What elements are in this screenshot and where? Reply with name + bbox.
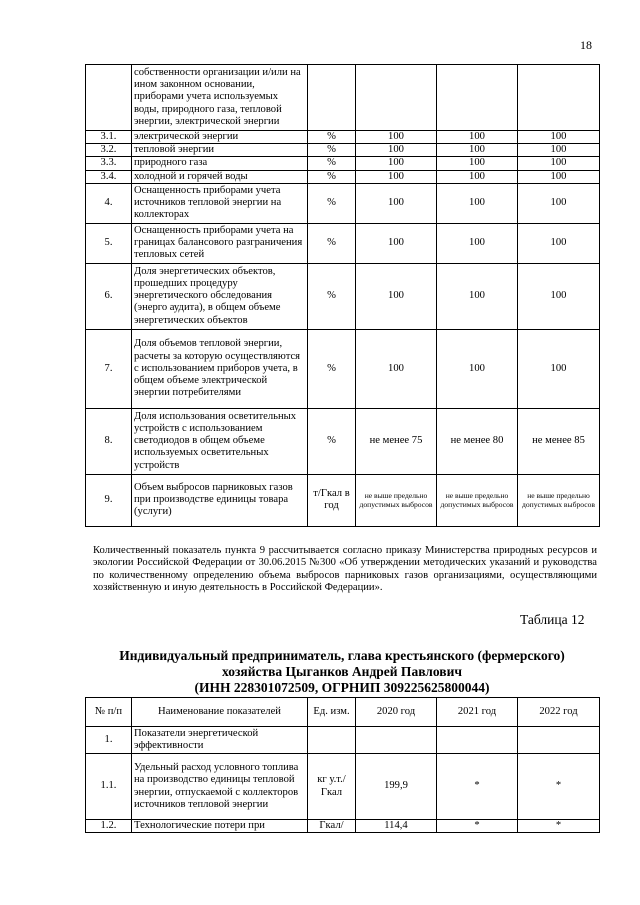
table-row bbox=[86, 329, 600, 408]
row-name: Доля объемов тепловой энергии, расчеты за которую осуществляются с использованием приборов учета, в общем объеме электрической энергии потребителями bbox=[132, 329, 308, 408]
row-unit: % bbox=[308, 408, 356, 474]
header-year-2020: 2020 год bbox=[356, 698, 437, 727]
row-number: 1.2. bbox=[86, 820, 132, 833]
row-name: собственности организации и/или на ином законном основании, приборами учета используемых воды, природного газа, тепловой энергии, электрической энергии bbox=[132, 65, 308, 131]
row-number bbox=[86, 65, 132, 131]
heading-line: (ИНН 228301072509, ОГРНИП 309225625800044) bbox=[194, 680, 490, 695]
row-number: 3.2. bbox=[86, 144, 132, 157]
row-value-2022 bbox=[518, 727, 600, 754]
row-value-2022: 100 bbox=[518, 223, 600, 263]
row-value-2022: 100 bbox=[518, 157, 600, 170]
row-value-2020: 100 bbox=[356, 144, 437, 157]
header-year-2022: 2022 год bbox=[518, 698, 600, 727]
table-row bbox=[86, 727, 600, 754]
row-value-2021: не менее 80 bbox=[437, 408, 518, 474]
row-value-2020: 199,9 bbox=[356, 754, 437, 820]
row-value-2020: не выше предельно допустимых выбросов bbox=[356, 474, 437, 526]
row-name: Доля использования осветительных устройств с использованием светодиодов в общем объеме используемых осветительных устройств bbox=[132, 408, 308, 474]
table-row bbox=[86, 131, 600, 144]
row-value-2022: 100 bbox=[518, 329, 600, 408]
table-row bbox=[86, 157, 600, 170]
row-value-2020: 100 bbox=[356, 263, 437, 329]
row-value-2021: 100 bbox=[437, 329, 518, 408]
row-number: 6. bbox=[86, 263, 132, 329]
row-unit: Гкал/ bbox=[308, 820, 356, 833]
page-number: 18 bbox=[580, 38, 592, 52]
row-unit: % bbox=[308, 170, 356, 183]
row-value-2022: 100 bbox=[518, 183, 600, 223]
row-value-2020 bbox=[356, 65, 437, 131]
section-heading bbox=[85, 648, 599, 696]
row-value-2021: 100 bbox=[437, 131, 518, 144]
row-name: тепловой энергии bbox=[132, 144, 308, 157]
header-year-2021: 2021 год bbox=[437, 698, 518, 727]
table-row bbox=[86, 754, 600, 820]
row-value-2021: 100 bbox=[437, 183, 518, 223]
row-number: 9. bbox=[86, 474, 132, 526]
row-name: Удельный расход условного топлива на производство единицы тепловой энергии, отпускаемой с коллекторов источников тепловой энергии bbox=[132, 754, 308, 820]
row-unit: % bbox=[308, 144, 356, 157]
row-number: 5. bbox=[86, 223, 132, 263]
row-number: 7. bbox=[86, 329, 132, 408]
row-unit: кг у.т./ Гкал bbox=[308, 754, 356, 820]
row-value-2020: 100 bbox=[356, 170, 437, 183]
row-name: Объем выбросов парниковых газов при производстве единицы товара (услуги) bbox=[132, 474, 308, 526]
row-value-2022: * bbox=[518, 820, 600, 833]
row-name: Доля энергетических объектов, прошедших процедуру энергетического обследования (энерго аудита), в общем объеме энергетических объектов bbox=[132, 263, 308, 329]
row-name: природного газа bbox=[132, 157, 308, 170]
row-number: 4. bbox=[86, 183, 132, 223]
row-value-2022: * bbox=[518, 754, 600, 820]
row-value-2020: 100 bbox=[356, 183, 437, 223]
table-row bbox=[86, 474, 600, 526]
row-value-2020: 100 bbox=[356, 223, 437, 263]
row-name: Оснащенность приборами учета на границах балансового разграничения тепловых сетей bbox=[132, 223, 308, 263]
row-value-2022 bbox=[518, 65, 600, 131]
table-row bbox=[86, 408, 600, 474]
row-number: 3.3. bbox=[86, 157, 132, 170]
row-unit bbox=[308, 65, 356, 131]
row-value-2022: 100 bbox=[518, 131, 600, 144]
row-unit bbox=[308, 727, 356, 754]
row-value-2022: 100 bbox=[518, 263, 600, 329]
table-row bbox=[86, 144, 600, 157]
row-number: 3.4. bbox=[86, 170, 132, 183]
table-row bbox=[86, 183, 600, 223]
row-name: Показатели энергетической эффективности bbox=[132, 727, 308, 754]
row-value-2020: 100 bbox=[356, 131, 437, 144]
row-value-2022: 100 bbox=[518, 170, 600, 183]
table-row bbox=[86, 820, 600, 833]
row-value-2022: не выше предельно допустимых выбросов bbox=[518, 474, 600, 526]
row-value-2020: 100 bbox=[356, 329, 437, 408]
indicators-table bbox=[85, 64, 600, 527]
header-unit: Ед. изм. bbox=[308, 698, 356, 727]
row-value-2022: 100 bbox=[518, 144, 600, 157]
row-value-2021: 100 bbox=[437, 263, 518, 329]
row-number: 1.1. bbox=[86, 754, 132, 820]
row-number: 8. bbox=[86, 408, 132, 474]
row-number: 1. bbox=[86, 727, 132, 754]
row-value-2020: 100 bbox=[356, 157, 437, 170]
heading-line: хозяйства Цыганков Андрей Павлович bbox=[222, 664, 462, 679]
row-name: Оснащенность приборами учета источников тепловой энергии на коллекторах bbox=[132, 183, 308, 223]
table-row bbox=[86, 170, 600, 183]
row-value-2021: не выше предельно допустимых выбросов bbox=[437, 474, 518, 526]
heading-line: Индивидуальный предприниматель, глава крестьянского (фермерского) bbox=[119, 648, 565, 663]
row-value-2020: не менее 75 bbox=[356, 408, 437, 474]
row-unit: % bbox=[308, 263, 356, 329]
table-header-row bbox=[86, 698, 600, 727]
table-row bbox=[86, 65, 600, 131]
row-number: 3.1. bbox=[86, 131, 132, 144]
row-value-2020: 114,4 bbox=[356, 820, 437, 833]
row-value-2020 bbox=[356, 727, 437, 754]
row-name: холодной и горячей воды bbox=[132, 170, 308, 183]
row-unit: % bbox=[308, 131, 356, 144]
row-unit: т/Гкал в год bbox=[308, 474, 356, 526]
row-unit: % bbox=[308, 223, 356, 263]
energy-efficiency-table bbox=[85, 697, 600, 833]
row-value-2021 bbox=[437, 727, 518, 754]
row-value-2021: 100 bbox=[437, 144, 518, 157]
table-row bbox=[86, 223, 600, 263]
row-value-2021: * bbox=[437, 754, 518, 820]
row-value-2022: не менее 85 bbox=[518, 408, 600, 474]
row-name: Технологические потери при bbox=[132, 820, 308, 833]
row-value-2021: 100 bbox=[437, 223, 518, 263]
row-unit: % bbox=[308, 183, 356, 223]
row-value-2021 bbox=[437, 65, 518, 131]
row-value-2021: * bbox=[437, 820, 518, 833]
row-value-2021: 100 bbox=[437, 170, 518, 183]
table-row bbox=[86, 263, 600, 329]
table-label: Таблица 12 bbox=[520, 612, 585, 627]
header-number: № п/п bbox=[86, 698, 132, 727]
header-name: Наименование показателей bbox=[132, 698, 308, 727]
row-value-2021: 100 bbox=[437, 157, 518, 170]
row-name: электрической энергии bbox=[132, 131, 308, 144]
row-unit: % bbox=[308, 157, 356, 170]
row-unit: % bbox=[308, 329, 356, 408]
footnote: Количественный показатель пункта 9 рассчитывается согласно приказу Министерства природных ресурсов и экологии Российской Федерации от 30.06.2015 №300 «Об утверждении методических указаний и руководства по количественному определению объема выбросов парниковых газов организациями, осуществляющими хозяйственную и иную деятельность в Российской Федерации». bbox=[93, 545, 597, 594]
